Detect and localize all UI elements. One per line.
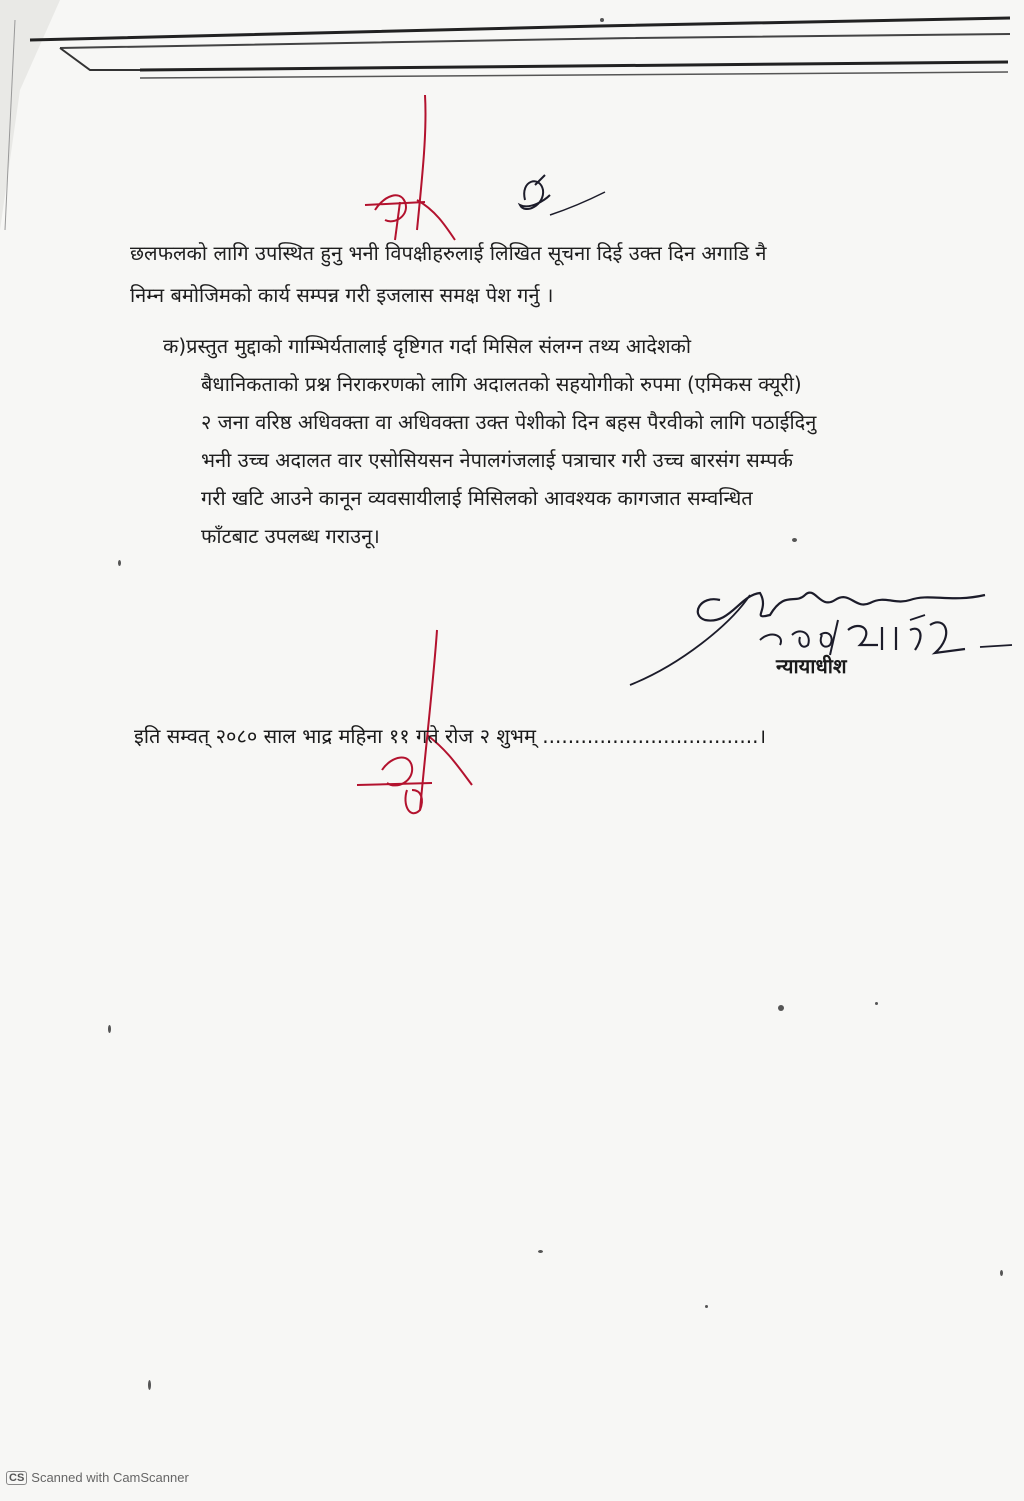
text-line: फाँटबाट उपलब्ध गराउनू।: [201, 524, 380, 548]
page-fold-edge: [0, 0, 1024, 230]
scanner-watermark: [6, 1470, 189, 1485]
text-line: बैधानिकताको प्रश्न निराकरणको लागि अदालतको सहयोगीको रुपमा (एमिकस क्यूरी): [201, 372, 802, 396]
text-line: भनी उच्च अदालत वार एसोसियसन नेपालगंजलाई पत्राचार गरी उच्च बारसंग सम्पर्क: [201, 448, 793, 472]
blue-initial-top: [505, 170, 615, 240]
scan-speck: [108, 1025, 111, 1033]
scan-speck: [118, 560, 121, 566]
judge-title: न्यायाधीश: [776, 654, 847, 678]
watermark-text: Scanned with CamScanner: [31, 1470, 189, 1485]
text-line: गरी खटि आउने कानून व्यवसायीलाई मिसिलको आवश्यक कागजात सम्वन्धित: [201, 486, 753, 510]
text-line: क)प्रस्तुत मुद्दाको गाम्भिर्यतालाई दृष्टिगत गर्दा मिसिल संलग्न तथ्य आदेशको: [163, 334, 692, 358]
scan-speck: [792, 538, 797, 542]
scan-speck: [1000, 1270, 1003, 1276]
paragraph-order-ka: [163, 327, 816, 555]
scan-speck: [148, 1380, 151, 1390]
date-line: इति सम्वत् २०८० साल भाद्र महिना ११ गते रोज २ शुभम् ..................................।: [134, 724, 767, 748]
scan-speck: [778, 1005, 784, 1011]
text-line: २ जना वरिष्ठ अधिवक्ता वा अधिवक्ता उक्त पेशीको दिन बहस पैरवीको लागि पठाईदिनु: [201, 410, 817, 434]
text-line: निम्न बमोजिमको कार्य सम्पन्न गरी इजलास समक्ष पेश गर्नु ।: [130, 283, 554, 307]
camscanner-logo-icon: CS: [6, 1471, 27, 1485]
scan-speck: [705, 1305, 708, 1308]
scan-speck: [538, 1250, 543, 1253]
scan-speck: [600, 18, 604, 22]
paragraph-intro: [130, 232, 767, 316]
scan-speck: [875, 1002, 878, 1005]
text-line: छलफलको लागि उपस्थित हुनु भनी विपक्षीहरुलाई लिखित सूचना दिई उक्त दिन अगाडि नै: [130, 241, 767, 265]
